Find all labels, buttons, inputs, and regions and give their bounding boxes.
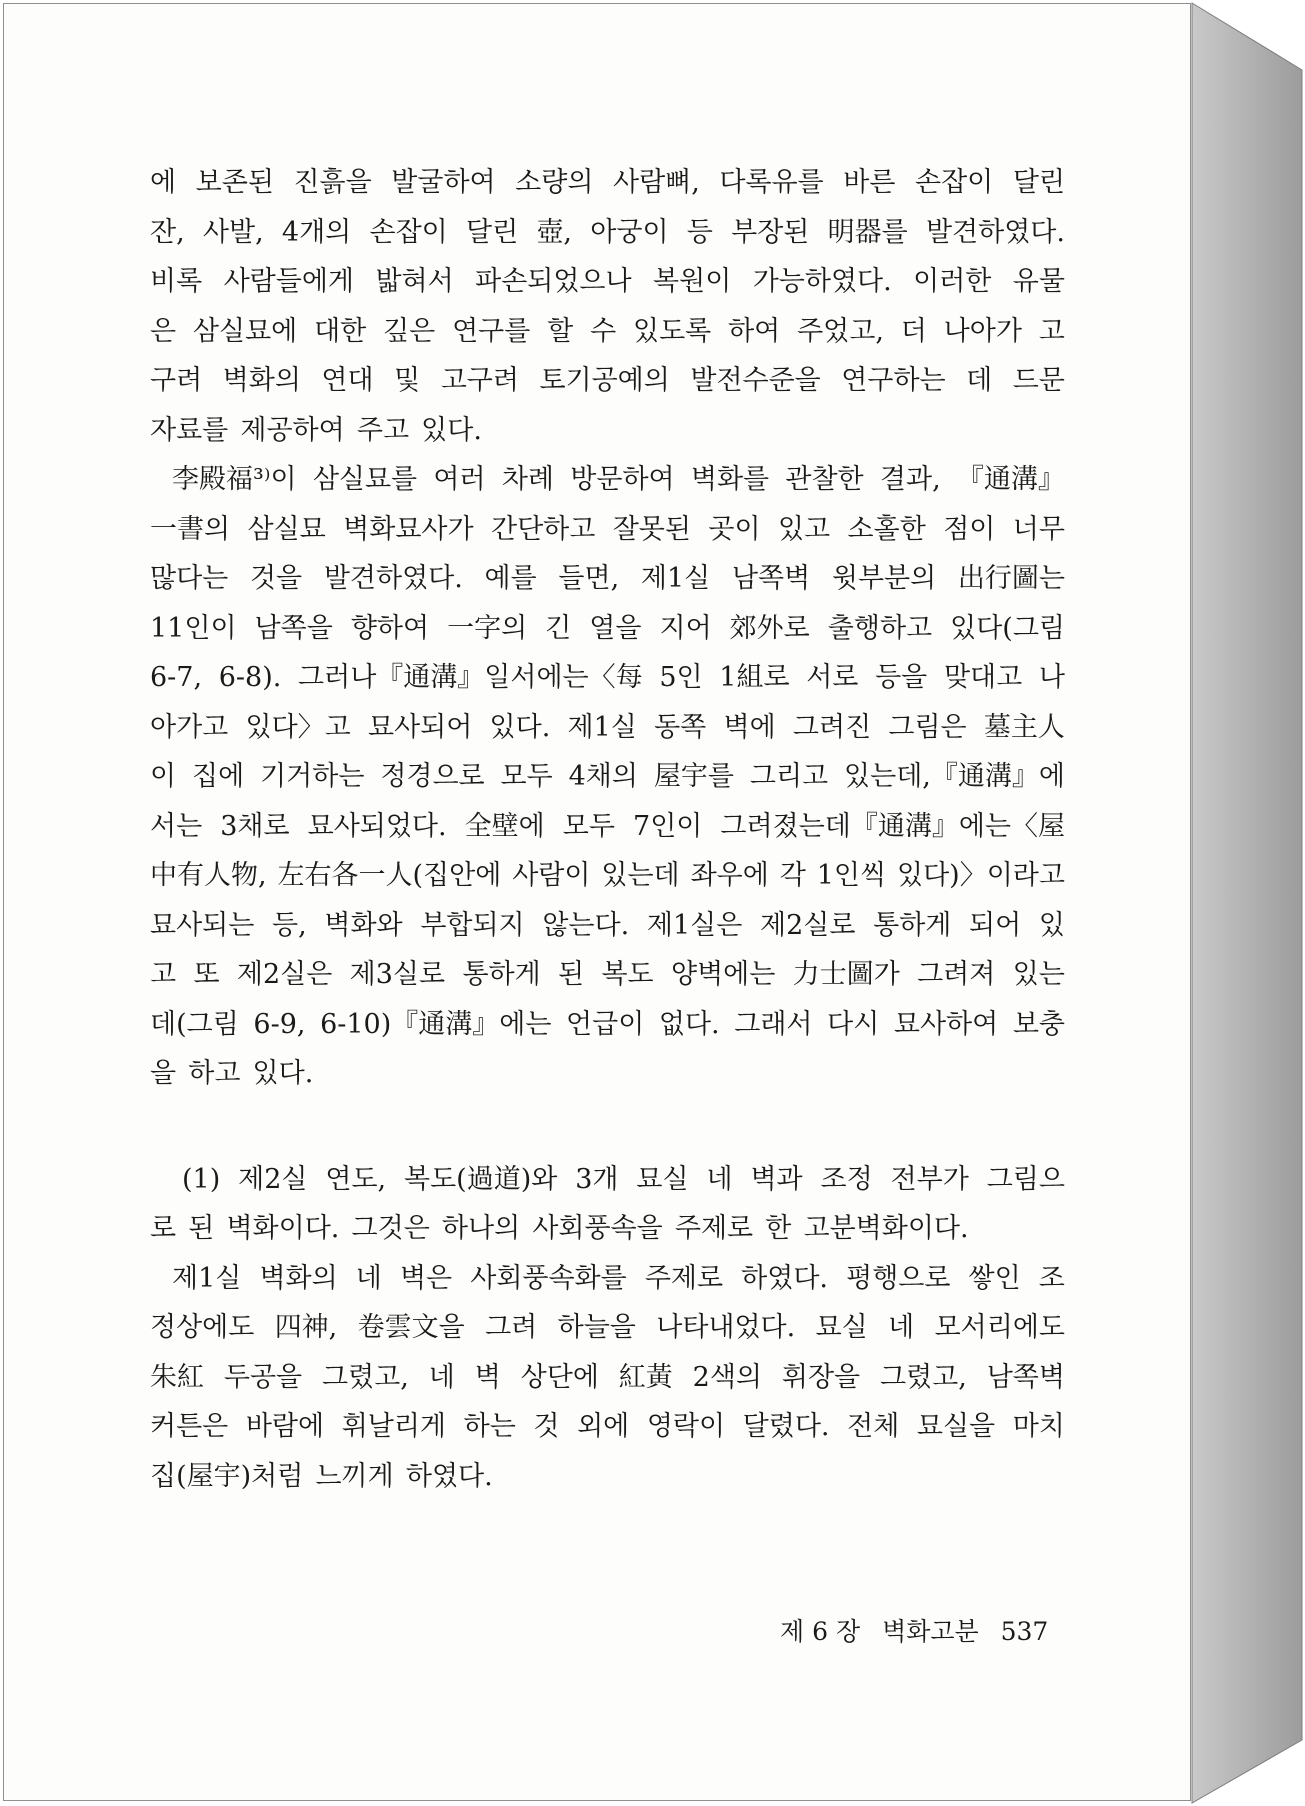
- word: 朱紅: [150, 1361, 204, 1393]
- word: 커튼은: [150, 1411, 229, 1442]
- word: 각: [779, 860, 806, 891]
- word: 바람에: [245, 1411, 325, 1442]
- word: 사발,: [202, 216, 264, 248]
- word: 하는: [463, 1411, 516, 1442]
- word: 그림으: [986, 1163, 1065, 1195]
- word: 삼실묘: [247, 513, 326, 545]
- word: 주고: [356, 414, 410, 446]
- word: 1組로: [719, 662, 790, 693]
- word: 있다〉고: [245, 711, 351, 743]
- word: 좌우에: [690, 860, 769, 891]
- word: 긴: [545, 612, 572, 644]
- word: 방문하여: [570, 464, 675, 495]
- text-line: [150, 1353, 1065, 1403]
- word: 등,: [272, 909, 307, 941]
- word: 벽은: [399, 1262, 453, 1294]
- word: 나타내었다.: [656, 1312, 796, 1343]
- word: 마치: [1012, 1411, 1065, 1442]
- word: 全壁에: [464, 810, 545, 842]
- page-number: 537: [1000, 1617, 1049, 1646]
- word: 자료를: [150, 414, 229, 446]
- word: 네: [706, 1163, 733, 1195]
- word: 묘사하여: [893, 1008, 999, 1040]
- word: 모두: [500, 761, 553, 792]
- word: 휘날리게: [341, 1411, 447, 1442]
- word: 그렸고,: [880, 1361, 967, 1393]
- word: 出行圖는: [957, 563, 1065, 594]
- word: 조정: [820, 1163, 873, 1195]
- word: 제공하여: [240, 414, 345, 446]
- word: 그러나『通溝』일서에는〈每: [298, 662, 643, 693]
- word: 동쪽: [654, 711, 707, 743]
- word: 그렸고,: [322, 1361, 409, 1393]
- word: 그려져: [917, 959, 996, 990]
- word: 6-8).: [218, 662, 282, 693]
- text-line: [150, 208, 1065, 258]
- word: 2색의: [692, 1361, 762, 1393]
- text-line: [150, 505, 1065, 555]
- word: 간단하고: [490, 513, 596, 545]
- text-line: [150, 604, 1065, 654]
- word: 묘실: [636, 1163, 689, 1195]
- word: 다록유를: [719, 167, 824, 198]
- word: 데(그림: [150, 1008, 239, 1040]
- word: 卷雲文을: [357, 1312, 465, 1343]
- text-line: [150, 901, 1065, 951]
- word: 벽화의: [259, 1262, 338, 1294]
- word: 네: [428, 1361, 455, 1393]
- word: 6-9,: [253, 1008, 306, 1040]
- word: 있는데,『通溝』에: [844, 761, 1065, 792]
- word: 있는: [1012, 959, 1065, 990]
- word: 삼실묘에: [192, 315, 298, 347]
- word: 제1실은: [646, 909, 743, 941]
- word: 네: [888, 1312, 915, 1343]
- text-line: [150, 455, 1065, 505]
- word: 있다.: [489, 711, 551, 743]
- text-line: [150, 356, 1065, 406]
- word: 발굴하여: [391, 167, 496, 198]
- word: 제1실: [172, 1262, 242, 1294]
- word: 하고: [188, 1058, 241, 1089]
- word: 두공을: [223, 1361, 303, 1393]
- word: 보충: [1012, 1008, 1065, 1040]
- word: 7인이: [633, 810, 703, 842]
- word: 있다.: [252, 1058, 314, 1089]
- word: 그림은: [888, 711, 967, 743]
- word: 그려: [485, 1312, 538, 1343]
- word: 四神,: [274, 1312, 338, 1343]
- word: 부합되지: [420, 909, 525, 941]
- word: 力士圖가: [792, 959, 900, 990]
- word: 한: [765, 1213, 792, 1244]
- text-line: [150, 257, 1065, 307]
- word: 벽과: [750, 1163, 803, 1195]
- word: 屋宇를: [653, 761, 734, 792]
- word: 연구를: [452, 315, 531, 347]
- word: 묘사되는: [150, 909, 255, 941]
- word: 외에: [577, 1411, 630, 1442]
- word: 『通溝』: [956, 464, 1065, 495]
- word: 지어: [659, 612, 712, 644]
- word: 하였다.: [741, 1262, 829, 1294]
- word: 그려졌는데『通溝』에는〈屋: [720, 810, 1065, 842]
- word: 부장된: [731, 216, 810, 248]
- word: 언급이: [566, 1008, 645, 1040]
- word: 향하여: [350, 612, 430, 644]
- word: 휘장을: [781, 1361, 861, 1393]
- word: 李殿福³⁾이: [172, 464, 297, 495]
- word: 너무: [1012, 513, 1065, 545]
- word: 있는데: [601, 860, 680, 891]
- word: 파손되었으나: [475, 266, 632, 297]
- word: 보존된: [195, 167, 274, 198]
- word: 더: [900, 315, 927, 347]
- body-text: [150, 158, 1065, 1501]
- word: 주제로: [644, 1262, 724, 1294]
- text-line: [150, 158, 1065, 208]
- text-line: [150, 802, 1065, 852]
- word: 양벽에는: [670, 959, 776, 990]
- word: 左右各一人(집안에: [277, 860, 502, 891]
- word: 점이: [943, 513, 996, 545]
- word: 제1실: [640, 563, 711, 594]
- word: 전부가: [890, 1163, 969, 1195]
- word: 결과,: [879, 464, 941, 495]
- text-line: [150, 653, 1065, 703]
- word: 및: [394, 365, 421, 396]
- word: 벽: [474, 1361, 501, 1393]
- word: 3채로: [220, 810, 290, 842]
- word: 고분벽화이다.: [803, 1213, 969, 1244]
- word: 고구려: [440, 365, 519, 396]
- word: 정경으로: [380, 761, 485, 792]
- text-line: [150, 851, 1065, 901]
- word: 발전수준을: [690, 365, 821, 396]
- word: 11인이: [150, 612, 237, 644]
- word: 묘사되었다.: [307, 810, 447, 842]
- word: 구려: [150, 365, 203, 396]
- word: 墓主人: [983, 711, 1065, 743]
- word: 주었고,: [797, 315, 884, 347]
- word: 벽화묘사가: [343, 513, 474, 545]
- word: 사회풍속화를: [470, 1262, 627, 1294]
- word: 에: [150, 167, 177, 198]
- word: 남쪽을: [254, 612, 333, 644]
- word: 하나의: [441, 1213, 521, 1244]
- word: 하늘을: [557, 1312, 636, 1343]
- word: 것: [533, 1411, 560, 1442]
- word: 통하게: [873, 909, 952, 941]
- word: 벽화의: [222, 365, 301, 396]
- text-line: [150, 1254, 1065, 1304]
- text-line: [150, 307, 1065, 357]
- word: 그리고: [749, 761, 829, 792]
- word: 아가고: [150, 711, 229, 743]
- word: 상단에: [520, 1361, 599, 1393]
- word: 서로: [806, 662, 859, 693]
- word: 없다.: [658, 1008, 720, 1040]
- word: 벽화와: [324, 909, 403, 941]
- word: 달렸다.: [742, 1411, 830, 1442]
- word: 조: [1038, 1262, 1065, 1294]
- word: 소량의: [515, 167, 594, 198]
- word: 주제로: [674, 1213, 754, 1244]
- word: 것을: [249, 563, 303, 594]
- word: 6-10)『通溝』에는: [320, 1008, 552, 1040]
- word: 잘못된: [612, 513, 691, 545]
- word: 明器를: [827, 216, 908, 248]
- word: 데: [966, 365, 993, 396]
- word: 할: [547, 315, 574, 347]
- word: 예를: [484, 563, 537, 594]
- word: 차례: [501, 464, 555, 495]
- word: 복도(過道)와: [404, 1163, 558, 1195]
- word: 등을: [875, 662, 928, 693]
- word: 맞대고: [943, 662, 1023, 693]
- word: 紅黃: [618, 1361, 673, 1393]
- word: 연도,: [325, 1163, 387, 1195]
- word: 묘사되어: [367, 711, 473, 743]
- text-line: [150, 1000, 1065, 1050]
- word: 복도: [601, 959, 654, 990]
- word: 깊은: [383, 315, 436, 347]
- word: 또: [193, 959, 220, 990]
- word: 사람뼈,: [612, 167, 700, 198]
- word: 5인: [659, 662, 703, 693]
- word: 中有人物,: [150, 860, 267, 891]
- word: 가능하였다.: [752, 266, 892, 297]
- word: 사회풍속을: [532, 1213, 663, 1244]
- word: 6-7,: [150, 662, 203, 693]
- word: 대한: [314, 315, 367, 347]
- word: 1인씩: [816, 860, 887, 891]
- word: 네: [355, 1262, 382, 1294]
- word: 서는: [150, 810, 203, 842]
- word: 드문: [1012, 365, 1065, 396]
- word: 아궁이: [590, 216, 669, 248]
- word: 一字의: [447, 612, 528, 644]
- word: 진흙을: [293, 167, 372, 198]
- word: 壺,: [536, 216, 573, 248]
- word: 그것은: [351, 1213, 430, 1244]
- word: 많다는: [150, 563, 229, 594]
- word: 묘실: [815, 1312, 868, 1343]
- word: 된: [188, 1213, 215, 1244]
- word: 남쪽벽: [731, 563, 811, 594]
- chapter-title: 벽화고분: [882, 1617, 979, 1646]
- word: 연대: [321, 365, 374, 396]
- word: 들면,: [558, 563, 620, 594]
- word: 4개의: [281, 216, 352, 248]
- word: 기거하는: [260, 761, 365, 792]
- word: 을: [150, 1058, 177, 1089]
- word: 사람이: [512, 860, 591, 891]
- word: 나: [1038, 662, 1065, 693]
- word: 있다(그림: [950, 612, 1065, 644]
- word: 제3실로: [349, 959, 446, 990]
- word: 있다)〉이라고: [897, 860, 1065, 891]
- word: 하였다.: [405, 1460, 493, 1492]
- text-line: [150, 406, 1065, 456]
- word: 비록: [150, 266, 203, 297]
- word: 잔,: [150, 216, 185, 248]
- word: 郊外로: [729, 612, 810, 644]
- word: 복원이: [653, 266, 732, 297]
- word: 손잡이: [915, 167, 994, 198]
- word: 된: [558, 959, 585, 990]
- word: 이: [150, 761, 177, 792]
- word: 발견하였다.: [323, 563, 463, 594]
- word: 쌓인: [968, 1262, 1021, 1294]
- word: (1): [182, 1163, 221, 1195]
- word: 벽화이다.: [226, 1213, 340, 1244]
- word: 고: [1038, 315, 1065, 347]
- text-line: [150, 1155, 1065, 1205]
- word: 밟혀서: [375, 266, 454, 297]
- word: 모서리에도: [934, 1312, 1065, 1343]
- word: 4채의: [568, 761, 638, 792]
- word: 제1실: [567, 711, 637, 743]
- word: 하여: [728, 315, 781, 347]
- word: 은: [150, 315, 177, 347]
- chapter-label: 제 6 장: [780, 1617, 861, 1646]
- word: 벽에: [723, 711, 776, 743]
- word: 로: [150, 1213, 177, 1244]
- text-line: [150, 1303, 1065, 1353]
- word: 평행으로: [846, 1262, 951, 1294]
- word: 바른: [843, 167, 896, 198]
- word: 모두: [562, 810, 615, 842]
- word: 열을: [589, 612, 642, 644]
- word: 집(屋宇)처럼: [150, 1460, 304, 1492]
- paragraph-gap: [150, 1099, 1065, 1155]
- word: 있도록: [633, 315, 712, 347]
- word: 않는다.: [542, 909, 630, 941]
- word: 토기공예의: [539, 365, 670, 396]
- word: 남쪽벽: [986, 1361, 1065, 1393]
- word: 윗부분의: [831, 563, 937, 594]
- word: 여러: [433, 464, 486, 495]
- word: 다시: [827, 1008, 880, 1040]
- word: 달린: [1012, 167, 1065, 198]
- word: 관찰한: [785, 464, 864, 495]
- text-line: [150, 554, 1065, 604]
- word: 있: [1038, 909, 1065, 941]
- text-line: [150, 950, 1065, 1000]
- word: 나아가: [943, 315, 1022, 347]
- word: 제2실: [238, 1163, 308, 1195]
- word: 사람들에게: [223, 266, 355, 297]
- word: 제2실은: [236, 959, 333, 990]
- word: 되어: [969, 909, 1022, 941]
- word: 달린: [466, 216, 519, 248]
- word: 벽화를: [690, 464, 770, 495]
- word: 집에: [192, 761, 245, 792]
- word: 제2실로: [759, 909, 856, 941]
- word: 통하게: [462, 959, 541, 990]
- word: 곳이: [708, 513, 761, 545]
- word: 이러한: [913, 266, 992, 297]
- word: 3개: [575, 1163, 619, 1195]
- text-line: [150, 752, 1065, 802]
- text-line: [150, 1402, 1065, 1452]
- word: 묘실을: [916, 1411, 996, 1442]
- word: 고: [150, 959, 177, 990]
- word: 느끼게: [315, 1460, 394, 1492]
- word: 발견하였다.: [925, 216, 1065, 248]
- word: 수: [590, 315, 617, 347]
- word: 소홀한: [847, 513, 926, 545]
- word: 있다.: [421, 414, 482, 446]
- text-line: [150, 703, 1065, 753]
- word: 그래서: [734, 1008, 813, 1040]
- word: 영락이: [646, 1411, 726, 1442]
- word: 一書의: [150, 513, 231, 545]
- word: 연구하는: [841, 365, 946, 396]
- word: 출행하고: [827, 612, 933, 644]
- word: 등: [686, 216, 713, 248]
- word: 그려진: [792, 711, 872, 743]
- word: 삼실묘를: [312, 464, 418, 495]
- text-line: [150, 1049, 1065, 1099]
- word: 있고: [777, 513, 831, 545]
- word: 유물: [1012, 266, 1065, 297]
- word: 전체: [847, 1411, 900, 1442]
- word: 정상에도: [150, 1312, 255, 1343]
- page-footer: [780, 1612, 1048, 1648]
- word: 손잡이: [369, 216, 448, 248]
- text-line: [150, 1452, 1065, 1502]
- text-line: [150, 1204, 1065, 1254]
